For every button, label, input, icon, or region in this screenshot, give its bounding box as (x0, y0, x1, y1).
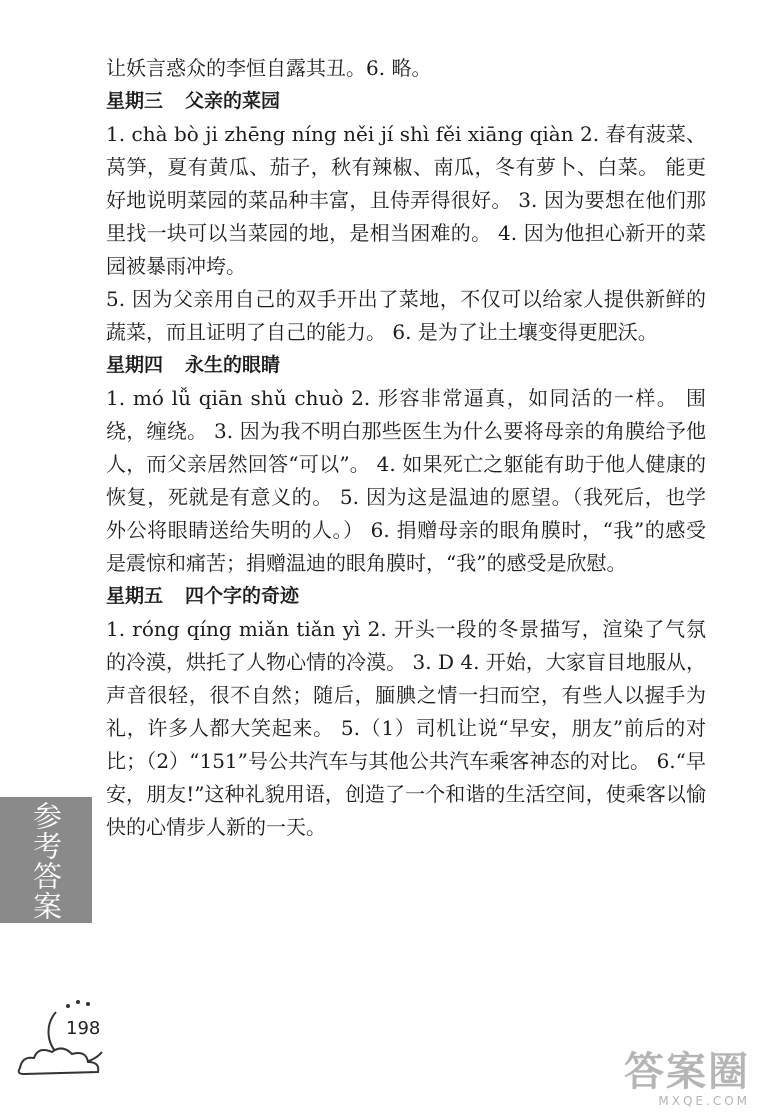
page-number: 198 (66, 1018, 101, 1039)
section-heading (106, 580, 706, 613)
section-title: 父亲的菜园 (185, 90, 281, 112)
paragraph: 1. róng qíng miǎn tiǎn yì 2. 开头一段的冬景描写，渲染了气氛的冷漠，烘托了人物心情的冷漠。 3. D 4. 开始，大家盲目地服从，声音很轻，很不自然；随后，腼腆之情一扫而空，有些人以握手为礼，许多人都大笑起来。 5.（1）司机让说“早安，朋友”前后的对比；（2）“151”号公共汽车与其他公共汽车乘客神态的对比。 6.“早安，朋友!”这种礼貌用语，创造了一个和谐的生活空间，使乘客以愉快的心情步人新的一天。 (106, 617, 706, 839)
section-heading (106, 349, 706, 382)
paragraph: 1. chà bò ji zhēng níng něi jí shì fěi xiāng qiàn 2. 春有菠菜、莴笋，夏有黄瓜、茄子，秋有辣椒、南瓜，冬有萝卜、白菜。 能更好地说明菜园的菜品种丰富，且侍弄得很好。 3. 因为要想在他们那里找一块可以当菜园的地，是相当困难的。 4. 因为他担心新开的菜园被暴雨冲垮。 (106, 122, 706, 278)
section-day: 星期五 (106, 585, 164, 607)
paragraph: 1. mó lǚ qiān shǔ chuò 2. 形容非常逼真，如同活的一样。 围绕，缠绕。 3. 因为我不明白那些医生为什么要将母亲的角膜给予他人，而父亲居然回答“可以”。 4. 如果死亡之躯能有助于他人健康的恢复，死就是有意义的。 5. 因为这是温迪的愿望。（我死后，也学外公将眼睛送给失明的人。） 6. 捐赠母亲的眼角膜时，“我”的感受是震惊和痛苦；捐赠温迪的眼角膜时，“我”的感受是欣慰。 (106, 386, 706, 575)
watermark-main: 答案圈 (624, 1049, 750, 1095)
side-tab-label: 参考答案 (29, 801, 63, 921)
paragraph: 5. 因为父亲用自己的双手开出了菜地，不仅可以给家人提供新鲜的蔬菜，而且证明了自己的能力。 6. 是为了让土壤变得更肥沃。 (106, 287, 706, 344)
section-day: 星期四 (106, 354, 164, 376)
paragraph: 让妖言惑众的李恒自露其丑。6. 略。 (106, 56, 432, 80)
watermark-site: MXQE.COM (658, 1094, 750, 1108)
section-title: 四个字的奇迹 (185, 585, 300, 607)
section-day: 星期三 (106, 90, 164, 112)
section-heading (106, 85, 706, 118)
section-title: 永生的眼睛 (185, 354, 281, 376)
side-tab (0, 797, 92, 923)
watermark (624, 1050, 750, 1108)
answer-content (106, 52, 706, 844)
